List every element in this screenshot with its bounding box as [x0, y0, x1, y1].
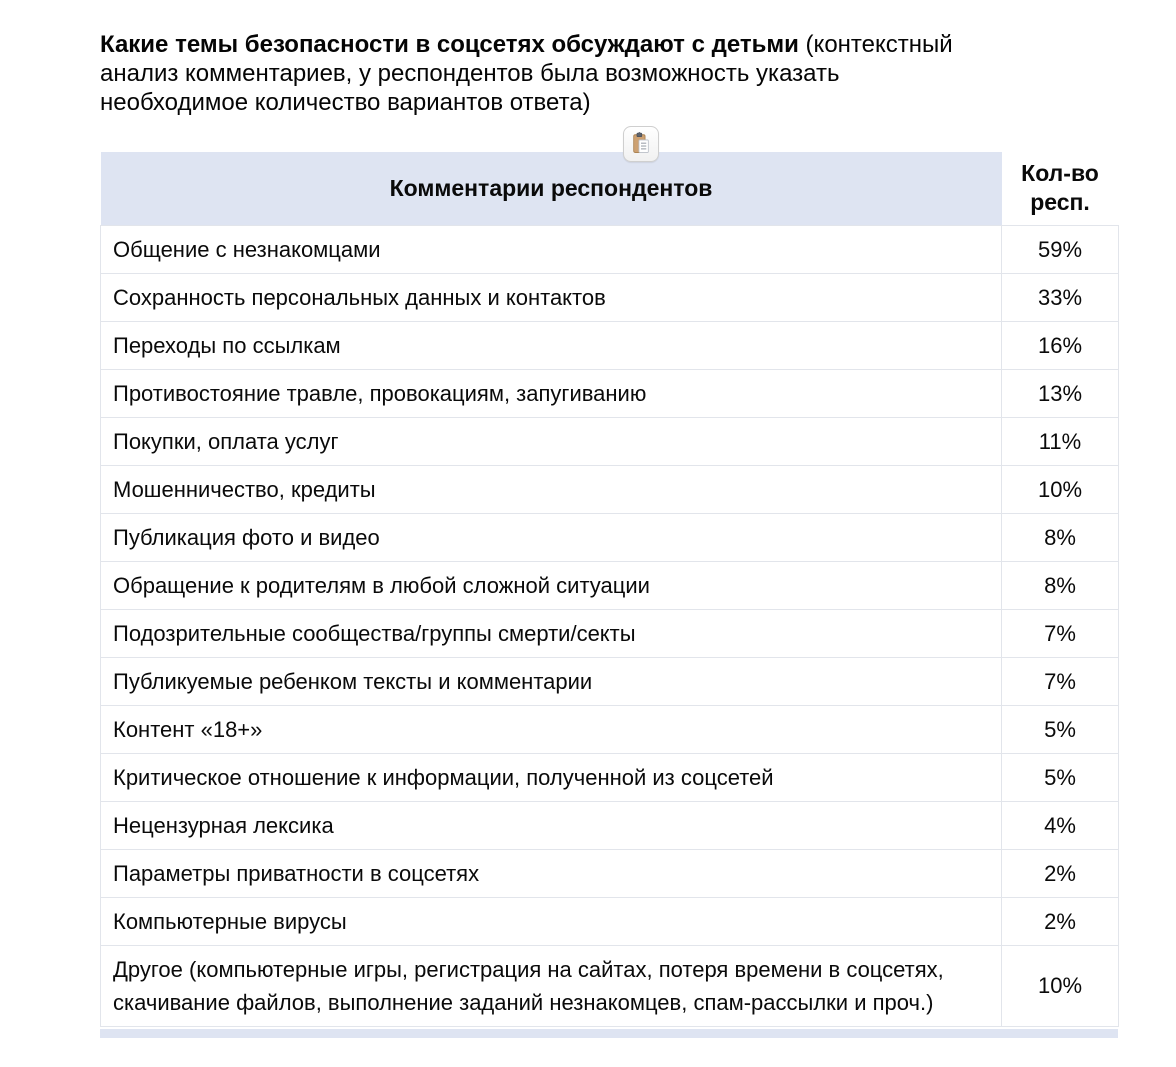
- row-label: Публикуемые ребенком тексты и комментарии: [101, 657, 1002, 705]
- row-value: 7%: [1002, 609, 1119, 657]
- row-value: 13%: [1002, 369, 1119, 417]
- row-value: 8%: [1002, 561, 1119, 609]
- row-value: 4%: [1002, 801, 1119, 849]
- row-label: Нецензурная лексика: [101, 801, 1002, 849]
- table-row: [101, 705, 1119, 753]
- page-title-regular: (контекстный анализ комментариев, у респондентов была возможность указать необходимое количество вариантов ответа): [100, 31, 953, 116]
- row-value: 5%: [1002, 705, 1119, 753]
- row-value: 2%: [1002, 897, 1119, 945]
- table-row: [101, 513, 1119, 561]
- row-value: 33%: [1002, 273, 1119, 321]
- table-row: [101, 897, 1119, 945]
- row-value: 8%: [1002, 513, 1119, 561]
- row-label: Покупки, оплата услуг: [101, 417, 1002, 465]
- table-row: [101, 465, 1119, 513]
- row-value: 10%: [1002, 465, 1119, 513]
- row-value: 11%: [1002, 417, 1119, 465]
- copy-table-button[interactable]: [623, 126, 659, 162]
- row-label: Мошенничество, кредиты: [101, 465, 1002, 513]
- column-header-comments: Комментарии респондентов: [101, 152, 1002, 225]
- table-row: [101, 273, 1119, 321]
- row-label: Обращение к родителям в любой сложной ситуации: [101, 561, 1002, 609]
- row-label: Подозрительные сообщества/группы смерти/секты: [101, 609, 1002, 657]
- table-row: [101, 417, 1119, 465]
- table-header-row: [101, 152, 1119, 225]
- table-row: [101, 753, 1119, 801]
- page: [0, 30, 1176, 1067]
- column-header-count: Кол-во респ.: [1002, 152, 1119, 225]
- comments-table: [100, 152, 1119, 1027]
- clipboard-icon: [628, 131, 654, 157]
- table-row: [101, 225, 1119, 273]
- row-value: 10%: [1002, 945, 1119, 1026]
- row-label: Другое (компьютерные игры, регистрация на сайтах, потеря времени в соцсетях, скачивание файлов, выполнение заданий незнакомцев, спам-рассылки и проч.): [101, 945, 1002, 1026]
- row-label: Публикация фото и видео: [101, 513, 1002, 561]
- row-value: 7%: [1002, 657, 1119, 705]
- next-table-header-strip: [100, 1029, 1118, 1038]
- page-title: [100, 30, 992, 117]
- row-label: Параметры приватности в соцсетях: [101, 849, 1002, 897]
- row-value: 2%: [1002, 849, 1119, 897]
- row-label: Критическое отношение к информации, полученной из соцсетей: [101, 753, 1002, 801]
- row-value: 5%: [1002, 753, 1119, 801]
- row-label: Общение с незнакомцами: [101, 225, 1002, 273]
- row-value: 16%: [1002, 321, 1119, 369]
- row-label: Компьютерные вирусы: [101, 897, 1002, 945]
- table-row: [101, 369, 1119, 417]
- table-row: [101, 945, 1119, 1026]
- table-row: [101, 321, 1119, 369]
- row-label: Противостояние травле, провокациям, запугиванию: [101, 369, 1002, 417]
- table-row: [101, 609, 1119, 657]
- table-row: [101, 849, 1119, 897]
- table-row: [101, 801, 1119, 849]
- row-label: Контент «18+»: [101, 705, 1002, 753]
- toolbar: [100, 126, 1118, 162]
- row-value: 59%: [1002, 225, 1119, 273]
- page-title-bold: Какие темы безопасности в соцсетях обсуждают с детьми: [100, 31, 799, 58]
- row-label: Переходы по ссылкам: [101, 321, 1002, 369]
- row-label: Сохранность персональных данных и контактов: [101, 273, 1002, 321]
- table-row: [101, 657, 1119, 705]
- table-row: [101, 561, 1119, 609]
